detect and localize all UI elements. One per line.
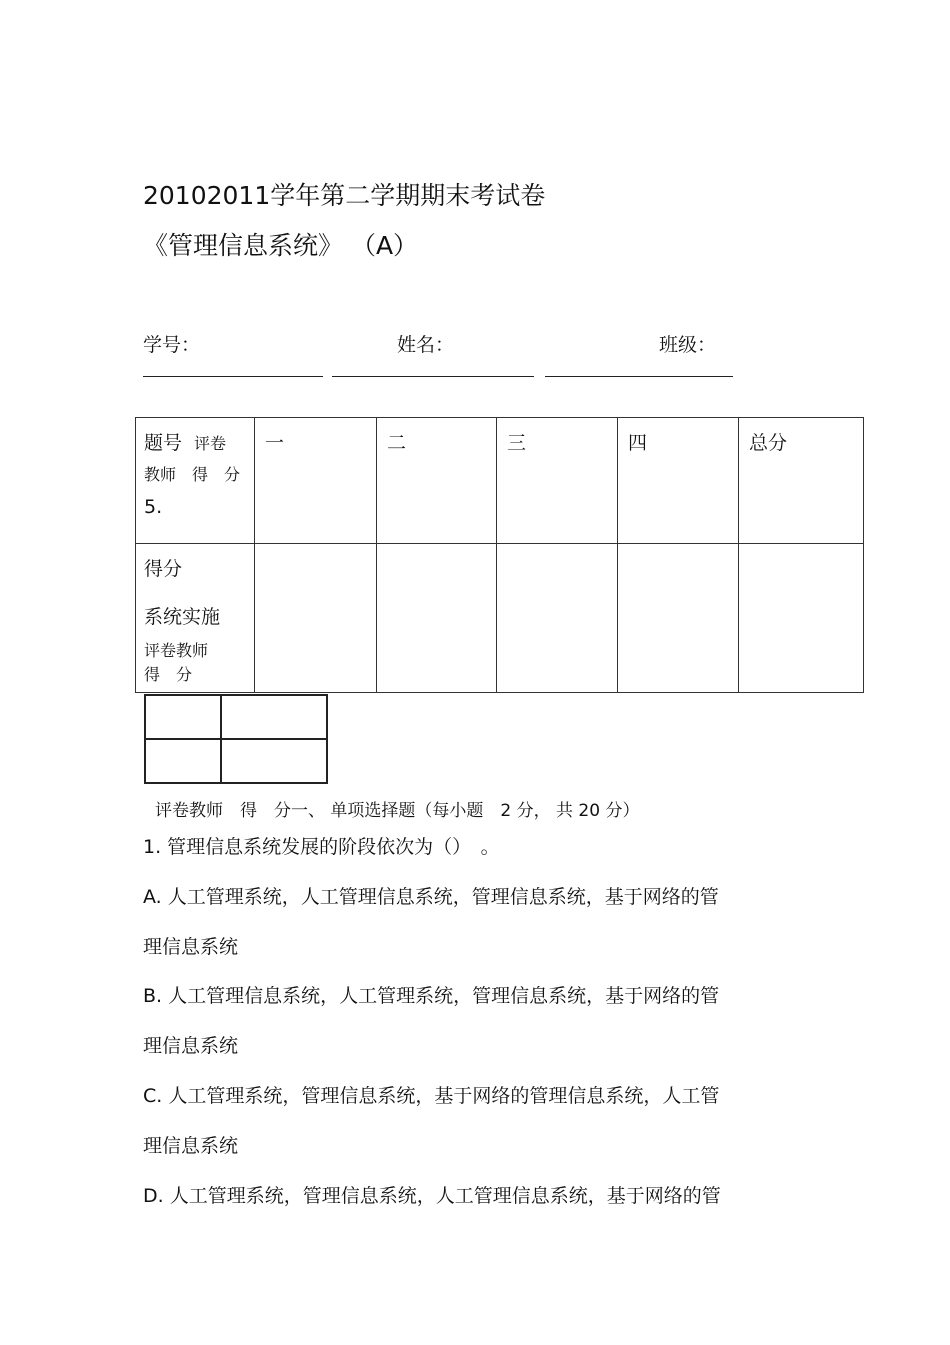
column-header-1: 一 [255, 418, 377, 544]
header-question-label: 题号 [144, 432, 183, 454]
class-label: 班级： [659, 334, 717, 356]
row-system-label: 系统实施 [144, 606, 221, 628]
option-b-line1: B. 人工管理信息系统，人工管理系统，管理信息系统，基于网络的管 [143, 985, 720, 1007]
row-score-label: 得分 [144, 558, 183, 580]
course-title: 《管理信息系统》 （A） [143, 231, 419, 260]
student-id-label: 学号： [143, 334, 201, 356]
grader-box-cell[interactable] [221, 695, 327, 739]
class-field[interactable] [545, 376, 733, 377]
column-header-total: 总分 [739, 418, 864, 544]
grader-score-box [144, 694, 328, 784]
score-table [135, 417, 864, 693]
score-table-header-cell [136, 418, 255, 544]
score-cell-3[interactable] [497, 544, 618, 693]
student-id-field[interactable] [143, 376, 323, 377]
grader-box-cell[interactable] [145, 739, 221, 783]
row-grader-label: 评卷教师 [144, 641, 209, 660]
exam-title: 20102011学年第二学期期末考试卷 [143, 181, 546, 210]
score-cell-4[interactable] [618, 544, 739, 693]
score-cell-total[interactable] [739, 544, 864, 693]
score-cell-2[interactable] [377, 544, 497, 693]
row-grade-label: 得 分 [144, 665, 193, 684]
column-header-3: 三 [497, 418, 618, 544]
option-b-line2: 理信息系统 [143, 1035, 239, 1057]
column-header-4: 四 [618, 418, 739, 544]
name-label: 姓名： [397, 334, 455, 356]
section-heading: 评卷教师 得 分一、 单项选择题（每小题 2 分， 共 20 分） [155, 801, 640, 821]
option-a-line1: A. 人工管理系统，人工管理信息系统，管理信息系统，基于网络的管 [143, 886, 719, 908]
option-d-line1: D. 人工管理系统，管理信息系统，人工管理信息系统，基于网络的管 [143, 1185, 721, 1207]
name-field[interactable] [332, 376, 534, 377]
option-c-line2: 理信息系统 [143, 1135, 239, 1157]
option-a-line2: 理信息系统 [143, 936, 239, 958]
option-c-line1: C. 人工管理系统，管理信息系统，基于网络的管理信息系统，人工管 [143, 1085, 720, 1107]
header-number-label: 5. [144, 496, 163, 518]
column-header-2: 二 [377, 418, 497, 544]
header-grader-label: 评卷 [194, 434, 227, 453]
question-stem: 1. 管理信息系统发展的阶段依次为（） 。 [143, 836, 500, 858]
score-cell-1[interactable] [255, 544, 377, 693]
grader-box-cell[interactable] [145, 695, 221, 739]
score-row-label-cell [136, 544, 255, 693]
header-teacher-score-label: 教师 得 分 [144, 465, 241, 484]
grader-box-cell[interactable] [221, 739, 327, 783]
